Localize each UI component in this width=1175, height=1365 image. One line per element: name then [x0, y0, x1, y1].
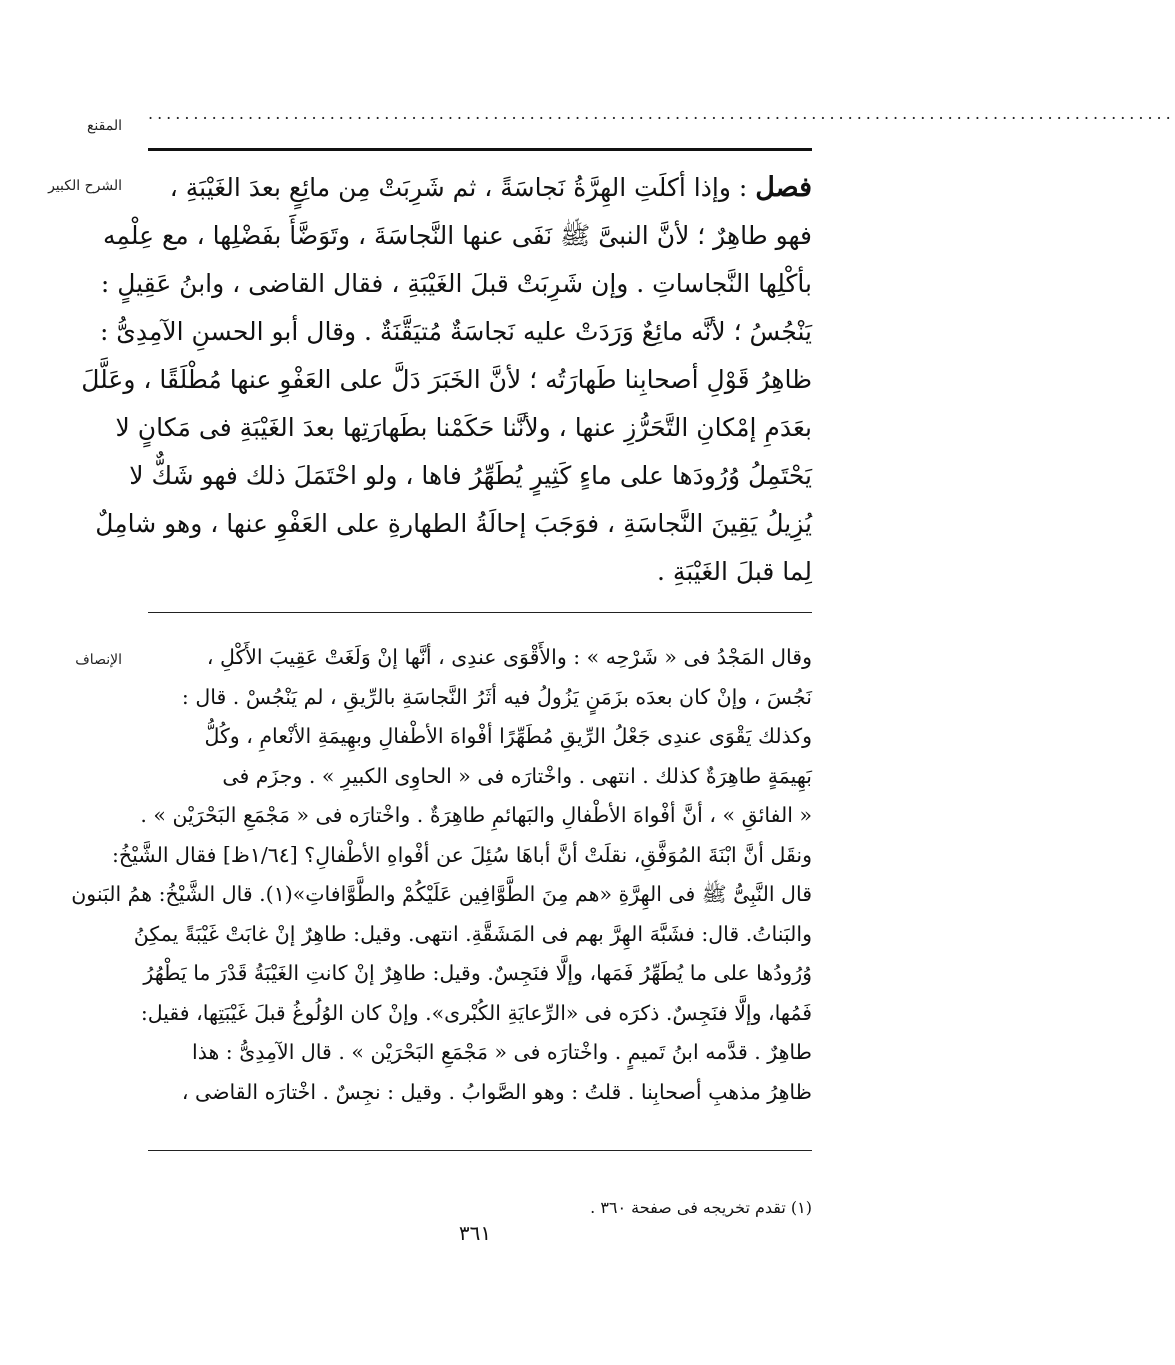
text-line — [148, 164, 812, 212]
text-line: طاهِرٌ . قدَّمه ابنُ تَميمٍ . واخْتارَه فى « مَجْمَعِ البَحْرَيْن » . قال الآمِدِىُّ : هذا — [192, 1040, 812, 1064]
book-label: المقنع — [86, 118, 122, 134]
insaf-label: الإنصاف — [75, 652, 122, 668]
text-line: فَمُها، وإلَّا فنَجِسٌ. ذكرَه فى «الرِّعايَةِ الكُبْرى». وإنْ كان الوُلُوغُ قبلَ غَيْبَتِها، فقيل: — [140, 1000, 812, 1025]
text-line: يَنْجُسُ ؛ لأنَّه مائِعٌ وَرَدَتْ عليه نَجاسَةٌ مُتيَقَّنَةٌ . وقال أبو الحسنِ الآمِدِىُّ : — [99, 317, 812, 346]
text-line: بأكْلِها النَّجاساتِ . وإن شَرِبَتْ قبلَ الغَيْبَةِ ، فقال القاضى ، وابنُ عَقِيلٍ : — [100, 269, 812, 298]
page-number: ٣٦١ — [458, 1221, 492, 1245]
text-line: ونقَل أنَّ ابْنَةَ المُوَفَّقِ، نقلَتْ أنَّ أباهَا سُئِلَ عن أفْواهِ الأطْفالِ؟ [١/٦٤ظ] فقال الشَّيْخُ: — [111, 842, 812, 867]
text-line: بَهِيمَةٍ طاهِرَةٌ كذلك . انتهى . واخْتارَه فى « الحاوِى الكبيرِ » . وجزَم فى — [222, 763, 812, 788]
text-line: فهو طاهِرٌ ؛ لأنَّ النبىَّ ﷺ نَفَى عنها النَّجاسَةَ ، وتَوَضَّأَ بفَضْلِها ، مع عِلْمِه — [102, 221, 812, 250]
text-line: وكذلك يَقْوَى عندِى جَعْلُ الرِّيقِ مُطَهِّرًا أفْواهَ الأطْفالِ وبهِيمَةِ الأنْعامِ ، وكُلُّ — [204, 724, 812, 748]
text-line: « الفائقِ » ، أنَّ أفْواهَ الأطْفالِ والبَهائمِ طاهِرَةٌ . واخْتارَه فى « مَجْمَعِ البَحْرَيْن » . — [140, 803, 812, 827]
text-line: يُزِيلُ يَقِينَ النَّجاسَةِ ، فوَجَبَ إحالَةُ الطهارةِ على العَفْوِ عنها ، وهو شامِلٌ — [95, 509, 812, 538]
text-line: يَحْتَمِلُ وُرُودَها على ماءٍ كَثِيرٍ يُطَهِّرُ فاها ، ولو احْتَمَلَ ذلك فهو شَكٌّ لا — [129, 461, 812, 490]
text-line: وقال المَجْدُ فى « شَرْحِه » : والأَقْوَى عندِى ، أنَّها إنْ وَلَغَتْ عَقِيبَ الأَكْلِ ، — [206, 645, 812, 669]
text-line: ظاهِرُ مذهبِ أصحابِنا . قلتُ : وهو الصَّوابُ . وقيل : نجِسٌ . اخْتارَه القاضى ، — [181, 1079, 812, 1104]
text-line: بعَدَمِ إمْكانِ التَّحَرُّزِ عنها ، ولأنَّنا حَكَمْنا بطَهارَتِها بعدَ الغَيْبَةِ فى مَكانٍ لا — [115, 413, 812, 442]
text-line: قال النَّبِىُّ ﷺ فى الهِرَّةِ «هم مِنَ الطَّوَّافِين عَلَيْكُمْ والطَّوَّافاتِ»(١). قال الشَّيْخُ: همُ البَنون — [71, 882, 812, 906]
sharh-label: الشرح الكبير — [48, 178, 122, 194]
text-line-rest: : وإذا أكلَتِ الهِرَّةُ نَجاسَةً ، ثم شَرِبَتْ مِن مائِعٍ بعدَ الغَيْبَةِ ، — [169, 173, 756, 202]
footnote: (١) تقدم تخريجه فى صفحة ٣٦٠ . — [590, 1198, 812, 1217]
text-line: وُرُودُها على ما يُطَهِّرُ فَمَها، وإلَّا فنَجِسٌ. وقيل: طاهِرٌ إنْ كانتِ الغَيْبَةُ قَدْرَ ما يَطْهُرُ — [143, 961, 812, 985]
text-line: لِما قبلَ الغَيْبَةِ . — [656, 557, 812, 586]
dotted-separator: ................................................................................................................. — [148, 104, 1175, 123]
text-line: ظاهِرُ قَوْلِ أصحابِنا طَهارَتُه ؛ لأنَّ الخَبَرَ دَلَّ على العَفْوِ عنها مُطْلَقًا ، وعَلَّلَ — [81, 365, 812, 394]
section-divider — [148, 612, 812, 613]
fasl-heading: فصل — [755, 172, 812, 203]
footnote-divider — [148, 1150, 812, 1151]
text-line: نَجُسَ ، وإنْ كان بعدَه بزَمَنٍ يَزُولُ فيه أثَرُ النَّجاسَةِ بالرِّيقِ ، لم يَنْجُسْ . قال : — [181, 684, 812, 709]
top-rule — [148, 148, 812, 151]
text-line: والبَناتُ. قال: فشَبَّهَ الهِرَّ بهم فى المَشَقَّةِ. انتهى. وقيل: طاهِرٌ إنْ غابَتْ غَيْبَةً يمكِنُ — [133, 921, 812, 946]
